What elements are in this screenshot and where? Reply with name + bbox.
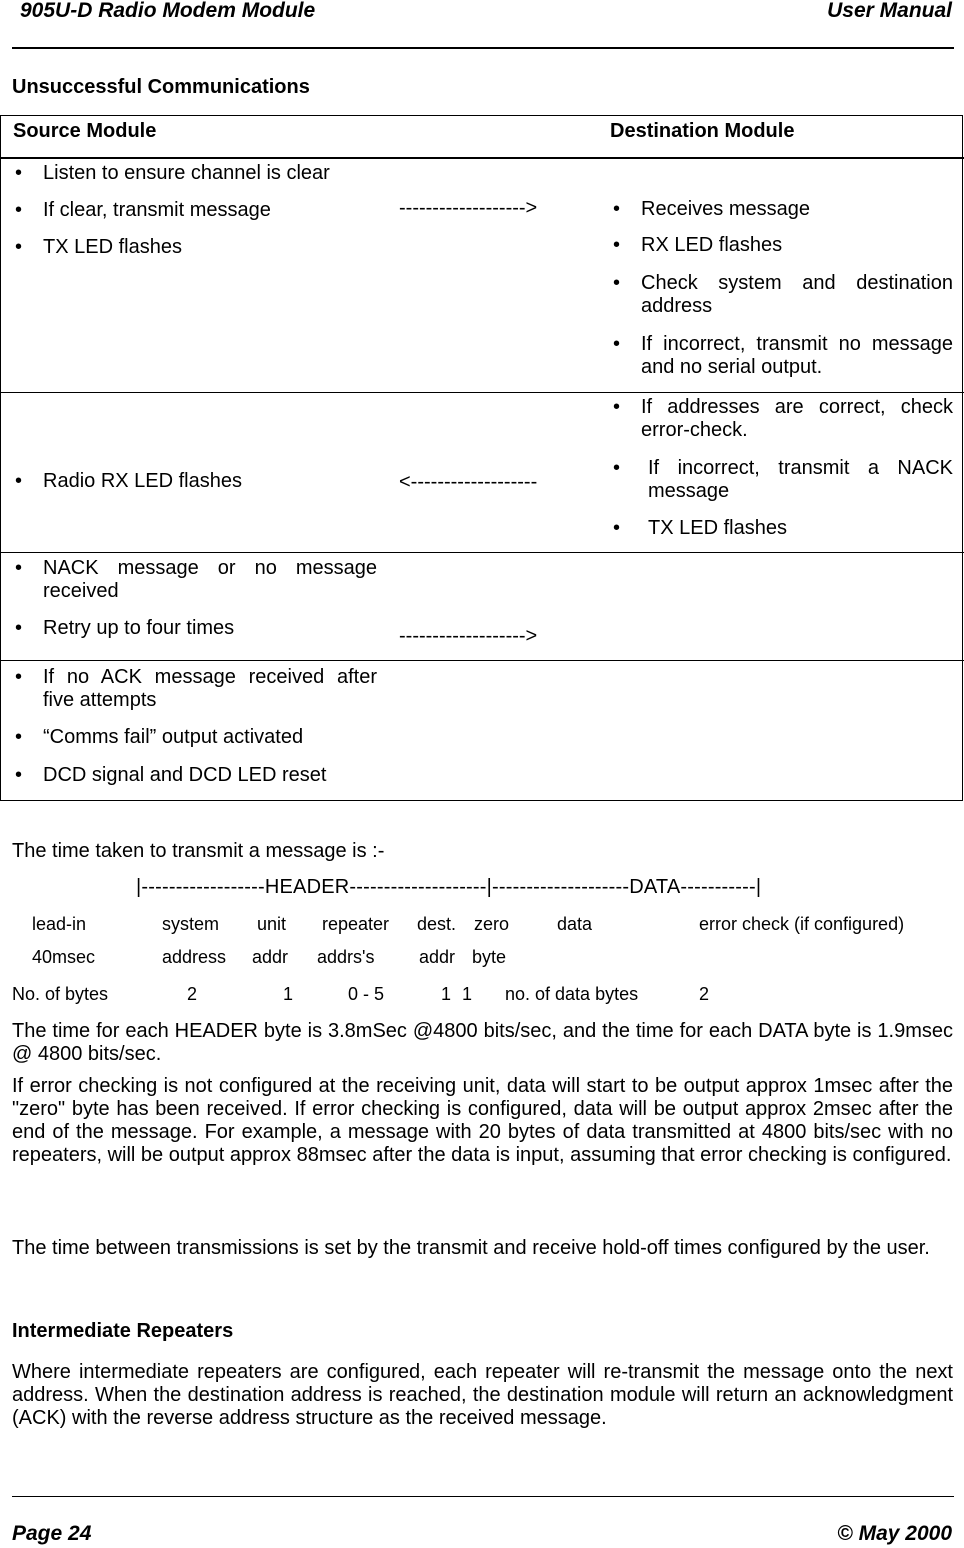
- header-title: 905U-D Radio Modem Module: [20, 0, 316, 22]
- frame-diagram-line: |------------------HEADER--------------------|--------------------DATA-----------|: [136, 876, 762, 898]
- row1-dest-3: • If incorrect, transmit no message and no serial output.: [613, 333, 953, 378]
- row1-source-0: • Listen to ensure channel is clear: [15, 162, 330, 184]
- arrow-right: ------------------->: [399, 197, 538, 219]
- row1-dest-0: • Receives message: [613, 198, 810, 220]
- arrow-left: <-------------------: [399, 471, 538, 493]
- row4-source-0: • If no ACK message received after five attempts: [15, 666, 377, 711]
- row4-source-1: • “Comms fail” output activated: [15, 726, 304, 748]
- row3-source-0: • NACK message or no message received: [15, 557, 377, 602]
- row2-dest-0: • If addresses are correct, check error-check.: [613, 396, 953, 441]
- row4-source-2: • DCD signal and DCD LED reset: [15, 764, 327, 786]
- footer-rule: [12, 1496, 954, 1497]
- row3-source-1: • Retry up to four times: [15, 617, 235, 639]
- footer-copyright: © May 2000: [837, 1522, 952, 1545]
- intro-text: The time taken to transmit a message is :-: [12, 840, 385, 862]
- row1-source-1: • If clear, transmit message: [15, 199, 271, 221]
- communications-table: [0, 115, 963, 801]
- section-heading-repeaters: Intermediate Repeaters: [12, 1320, 234, 1342]
- paragraph-holdoff: The time between transmissions is set by the transmit and receive hold-off times configured by the user.: [12, 1237, 930, 1259]
- row2-dest-2: • TX LED flashes: [613, 517, 787, 539]
- row1-dest-2: • Check system and destination address: [613, 272, 953, 317]
- paragraph-repeaters: Where intermediate repeaters are configured, each repeater will re-transmit the message onto the next address. When the destination address is reached, the destination module will return an acknowledgment (ACK) with the reverse address structure as the received message.: [12, 1361, 953, 1429]
- row1-dest-1: • RX LED flashes: [613, 234, 783, 256]
- section-heading: Unsuccessful Communications: [12, 76, 310, 98]
- header-right: User Manual: [827, 0, 952, 22]
- row2-source-0: • Radio RX LED flashes: [15, 470, 242, 492]
- paragraph-error-check: If error checking is not configured at the receiving unit, data will start to be output approx 1msec after the "zero" byte has been received. If error checking is configured, data will be output approx 2msec after the end of the message. For example, a message with 20 bytes of data transmitted at 4800 bits/sec with no repeaters, will be output approx 88msec after the data is input, assuming that error checking is configured.: [12, 1075, 953, 1166]
- footer-page: Page 24: [12, 1522, 92, 1545]
- row1-source-2: • TX LED flashes: [15, 236, 182, 258]
- header-rule: [12, 47, 954, 49]
- col-dest: Destination Module: [610, 120, 795, 142]
- col-source: Source Module: [13, 120, 157, 142]
- row2-dest-1: • If incorrect, transmit a NACK message: [613, 457, 953, 502]
- paragraph-byte-time: The time for each HEADER byte is 3.8mSec @4800 bits/sec, and the time for each DATA byte is 1.9msec @ 4800 bits/sec.: [12, 1020, 953, 1065]
- arrow-right-2: ------------------->: [399, 625, 538, 647]
